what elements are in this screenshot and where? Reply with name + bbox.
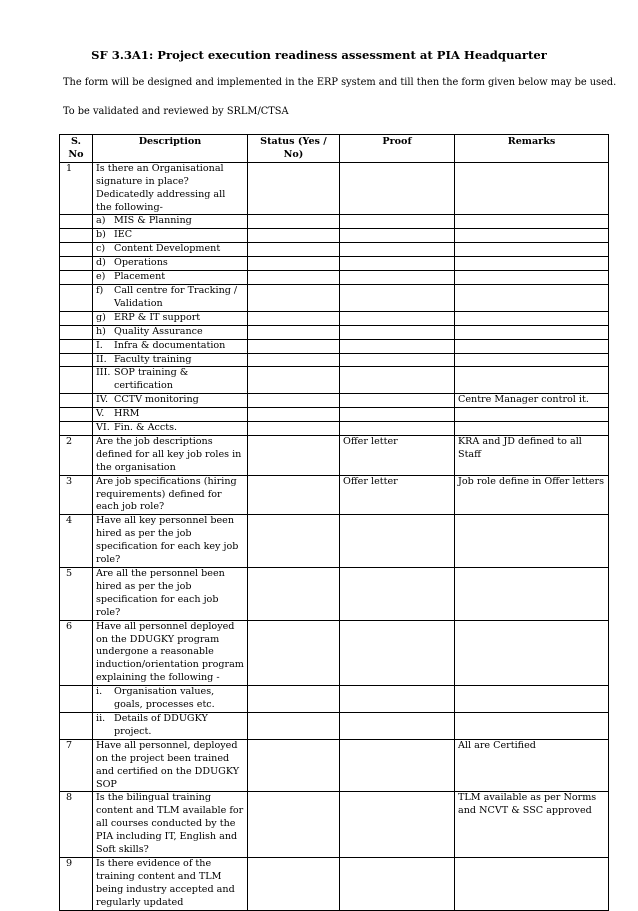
sub-item-text: Infra & documentation xyxy=(114,339,226,351)
header-description: Description xyxy=(93,135,248,163)
cell-sno xyxy=(60,353,93,367)
cell-sno xyxy=(60,325,93,339)
cell-status xyxy=(248,435,340,475)
cell-sno: 5 xyxy=(60,568,93,621)
cell-remarks xyxy=(455,257,609,271)
header-status: Status (Yes / No) xyxy=(248,135,340,163)
cell-status xyxy=(248,686,340,713)
cell-sno xyxy=(60,257,93,271)
cell-sno xyxy=(60,284,93,311)
cell-remarks xyxy=(455,284,609,311)
sub-item xyxy=(96,686,244,712)
cell-sno: 1 xyxy=(60,162,93,215)
cell-proof xyxy=(340,367,455,394)
cell-proof xyxy=(340,712,455,739)
cell-status xyxy=(248,311,340,325)
cell-status xyxy=(248,325,340,339)
sub-item-text: Faculty training xyxy=(114,353,192,365)
table-row xyxy=(60,215,609,229)
sub-item xyxy=(96,713,244,739)
table-row xyxy=(60,394,609,408)
cell-sno: 7 xyxy=(60,739,93,792)
cell-remarks: Centre Manager control it. xyxy=(455,394,609,408)
cell-description xyxy=(93,367,248,394)
cell-sno xyxy=(60,271,93,285)
cell-sno xyxy=(60,215,93,229)
header-sno: S. No xyxy=(60,135,93,163)
table-row xyxy=(60,620,609,686)
table-row xyxy=(60,353,609,367)
cell-status xyxy=(248,620,340,686)
cell-sno: 2 xyxy=(60,435,93,475)
table-row xyxy=(60,475,609,515)
sub-item-marker: f) xyxy=(96,284,104,296)
cell-proof xyxy=(340,353,455,367)
sub-item-marker: e) xyxy=(96,271,106,283)
cell-status xyxy=(248,568,340,621)
table-header-row xyxy=(60,135,609,163)
cell-status xyxy=(248,739,340,792)
cell-remarks xyxy=(455,686,609,713)
cell-sno: 4 xyxy=(60,515,93,568)
sub-item-text: Quality Assurance xyxy=(114,325,203,337)
sub-item-marker: g) xyxy=(96,311,106,323)
cell-status xyxy=(248,353,340,367)
table-row xyxy=(60,422,609,436)
table-row xyxy=(60,243,609,257)
cell-remarks xyxy=(455,229,609,243)
cell-sno: 8 xyxy=(60,792,93,858)
cell-proof xyxy=(340,257,455,271)
table-row xyxy=(60,515,609,568)
sub-item-marker: a) xyxy=(96,215,106,227)
cell-status xyxy=(248,284,340,311)
cell-remarks xyxy=(455,568,609,621)
cell-sno: 6 xyxy=(60,620,93,686)
sub-item-marker: IV. xyxy=(96,394,109,406)
cell-description xyxy=(93,284,248,311)
cell-status xyxy=(248,257,340,271)
intro-paragraph: The form will be designed and implemented in the ERP system and till then the form given below may be used. xyxy=(63,77,617,88)
cell-proof xyxy=(340,243,455,257)
sub-item-marker: ii. xyxy=(96,712,106,724)
sub-item-text: MIS & Planning xyxy=(114,215,192,227)
cell-description xyxy=(93,229,248,243)
sub-item xyxy=(96,340,244,353)
cell-remarks: KRA and JD defined to all Staff xyxy=(455,435,609,475)
sub-item xyxy=(96,243,244,256)
cell-description: Have all key personnel been hired as per the job specification for each key job role? xyxy=(93,515,248,568)
cell-description: Have all personnel, deployed on the project been trained and certified on the DDUGKY SOP xyxy=(93,739,248,792)
cell-status xyxy=(248,162,340,215)
cell-status xyxy=(248,475,340,515)
cell-description: Are the job descriptions defined for all key job roles in the organisation xyxy=(93,435,248,475)
cell-description: Are all the personnel been hired as per the job specification for each job role? xyxy=(93,568,248,621)
cell-remarks xyxy=(455,857,609,910)
table-row xyxy=(60,408,609,422)
cell-sno xyxy=(60,422,93,436)
cell-proof xyxy=(340,394,455,408)
cell-proof xyxy=(340,408,455,422)
sub-item-marker: b) xyxy=(96,229,106,241)
table-row xyxy=(60,435,609,475)
cell-description xyxy=(93,271,248,285)
cell-remarks xyxy=(455,422,609,436)
sub-item xyxy=(96,408,244,421)
cell-description xyxy=(93,215,248,229)
cell-description xyxy=(93,257,248,271)
sub-item-marker: c) xyxy=(96,243,106,255)
sub-item xyxy=(96,326,244,339)
cell-sno: 3 xyxy=(60,475,93,515)
sub-item-marker: VI. xyxy=(96,422,110,434)
sub-item xyxy=(96,285,244,311)
cell-description xyxy=(93,394,248,408)
sub-item-text: CCTV monitoring xyxy=(114,394,199,406)
cell-proof xyxy=(340,857,455,910)
cell-proof xyxy=(340,620,455,686)
cell-proof xyxy=(340,284,455,311)
table-row xyxy=(60,229,609,243)
cell-proof xyxy=(340,215,455,229)
table-row xyxy=(60,271,609,285)
cell-sno xyxy=(60,229,93,243)
sub-item-text: SOP training & certification xyxy=(114,367,189,392)
cell-proof: Offer letter xyxy=(340,435,455,475)
sub-item-text: HRM xyxy=(114,408,140,420)
cell-proof xyxy=(340,792,455,858)
cell-status xyxy=(248,229,340,243)
cell-sno: 9 xyxy=(60,857,93,910)
sub-item-marker: III. xyxy=(96,367,111,379)
cell-remarks xyxy=(455,215,609,229)
cell-description xyxy=(93,408,248,422)
sub-item-marker: V. xyxy=(96,408,105,420)
cell-status xyxy=(248,215,340,229)
sub-item xyxy=(96,257,244,270)
page-title: SF 3.3A1: Project execution readiness assessment at PIA Headquarter xyxy=(91,48,547,62)
cell-status xyxy=(248,243,340,257)
cell-proof xyxy=(340,739,455,792)
cell-status xyxy=(248,515,340,568)
cell-status xyxy=(248,422,340,436)
table-row xyxy=(60,857,609,910)
cell-proof: Offer letter xyxy=(340,475,455,515)
sub-item-marker: d) xyxy=(96,257,106,269)
table-row xyxy=(60,311,609,325)
sub-item xyxy=(96,229,244,242)
table-row xyxy=(60,257,609,271)
cell-description xyxy=(93,325,248,339)
cell-status xyxy=(248,339,340,353)
sub-item-text: Operations xyxy=(114,257,168,269)
table-row xyxy=(60,712,609,739)
cell-sno xyxy=(60,367,93,394)
sub-item-text: Placement xyxy=(114,271,166,283)
cell-remarks: TLM available as per Norms and NCVT & SSC approved xyxy=(455,792,609,858)
header-remarks: Remarks xyxy=(455,135,609,163)
table-row xyxy=(60,339,609,353)
cell-remarks xyxy=(455,712,609,739)
cell-sno xyxy=(60,686,93,713)
cell-remarks xyxy=(455,271,609,285)
cell-remarks xyxy=(455,408,609,422)
cell-status xyxy=(248,857,340,910)
cell-proof xyxy=(340,686,455,713)
cell-sno xyxy=(60,408,93,422)
cell-description: Is there an Organisational signature in place? Dedicatedly addressing all the following- xyxy=(93,162,248,215)
table-body xyxy=(60,162,609,910)
sub-item-marker: I. xyxy=(96,339,103,351)
table-row xyxy=(60,739,609,792)
cell-remarks xyxy=(455,620,609,686)
cell-description: Have all personnel deployed on the DDUGKY program undergone a reasonable induction/orientation program explaining the following - xyxy=(93,620,248,686)
cell-status xyxy=(248,367,340,394)
cell-description xyxy=(93,712,248,739)
cell-proof xyxy=(340,311,455,325)
table-row xyxy=(60,162,609,215)
cell-remarks: Job role define in Offer letters xyxy=(455,475,609,515)
sub-item-text: Details of DDUGKY project. xyxy=(114,712,208,737)
cell-status xyxy=(248,712,340,739)
cell-description xyxy=(93,686,248,713)
cell-proof xyxy=(340,422,455,436)
sub-item-text: Fin. & Accts. xyxy=(114,422,178,434)
sub-item-text: IEC xyxy=(114,229,133,241)
cell-sno xyxy=(60,311,93,325)
cell-description xyxy=(93,311,248,325)
cell-sno xyxy=(60,243,93,257)
validation-note: To be validated and reviewed by SRLM/CTSA xyxy=(63,106,289,117)
cell-remarks xyxy=(455,311,609,325)
cell-description: Is the bilingual training content and TLM available for all courses conducted by the PIA including IT, English and Soft skills? xyxy=(93,792,248,858)
sub-item xyxy=(96,312,244,325)
sub-item xyxy=(96,367,244,393)
sub-item-marker: II. xyxy=(96,353,107,365)
cell-status xyxy=(248,408,340,422)
cell-description: Is there evidence of the training content and TLM being industry accepted and regularly updated xyxy=(93,857,248,910)
sub-item xyxy=(96,215,244,228)
sub-item xyxy=(96,422,244,435)
cell-proof xyxy=(340,568,455,621)
cell-sno xyxy=(60,394,93,408)
cell-remarks xyxy=(455,367,609,394)
sub-item-marker: i. xyxy=(96,686,103,698)
cell-proof xyxy=(340,325,455,339)
table-row xyxy=(60,325,609,339)
cell-description xyxy=(93,243,248,257)
cell-proof xyxy=(340,229,455,243)
table-row xyxy=(60,284,609,311)
cell-sno xyxy=(60,712,93,739)
sub-item xyxy=(96,354,244,367)
cell-status xyxy=(248,271,340,285)
sub-item-text: Call centre for Tracking / Validation xyxy=(114,284,238,309)
cell-remarks xyxy=(455,339,609,353)
table-row xyxy=(60,686,609,713)
sub-item-text: Content Development xyxy=(114,243,221,255)
sub-item xyxy=(96,394,244,407)
cell-proof xyxy=(340,339,455,353)
cell-description: Are job specifications (hiring requirements) defined for each job role? xyxy=(93,475,248,515)
cell-description xyxy=(93,422,248,436)
cell-proof xyxy=(340,515,455,568)
table-row xyxy=(60,568,609,621)
cell-proof xyxy=(340,271,455,285)
sub-item-marker: h) xyxy=(96,325,106,337)
table-row xyxy=(60,367,609,394)
assessment-table xyxy=(59,134,609,911)
sub-item-text: Organisation values, goals, processes etc. xyxy=(114,686,215,711)
sub-item xyxy=(96,271,244,284)
cell-remarks xyxy=(455,515,609,568)
cell-description xyxy=(93,339,248,353)
cell-remarks xyxy=(455,325,609,339)
header-proof: Proof xyxy=(340,135,455,163)
cell-remarks xyxy=(455,353,609,367)
cell-proof xyxy=(340,162,455,215)
table-row xyxy=(60,792,609,858)
cell-description xyxy=(93,353,248,367)
cell-status xyxy=(248,394,340,408)
cell-remarks xyxy=(455,243,609,257)
cell-status xyxy=(248,792,340,858)
sub-item-text: ERP & IT support xyxy=(114,311,201,323)
cell-remarks: All are Certified xyxy=(455,739,609,792)
cell-remarks xyxy=(455,162,609,215)
cell-sno xyxy=(60,339,93,353)
